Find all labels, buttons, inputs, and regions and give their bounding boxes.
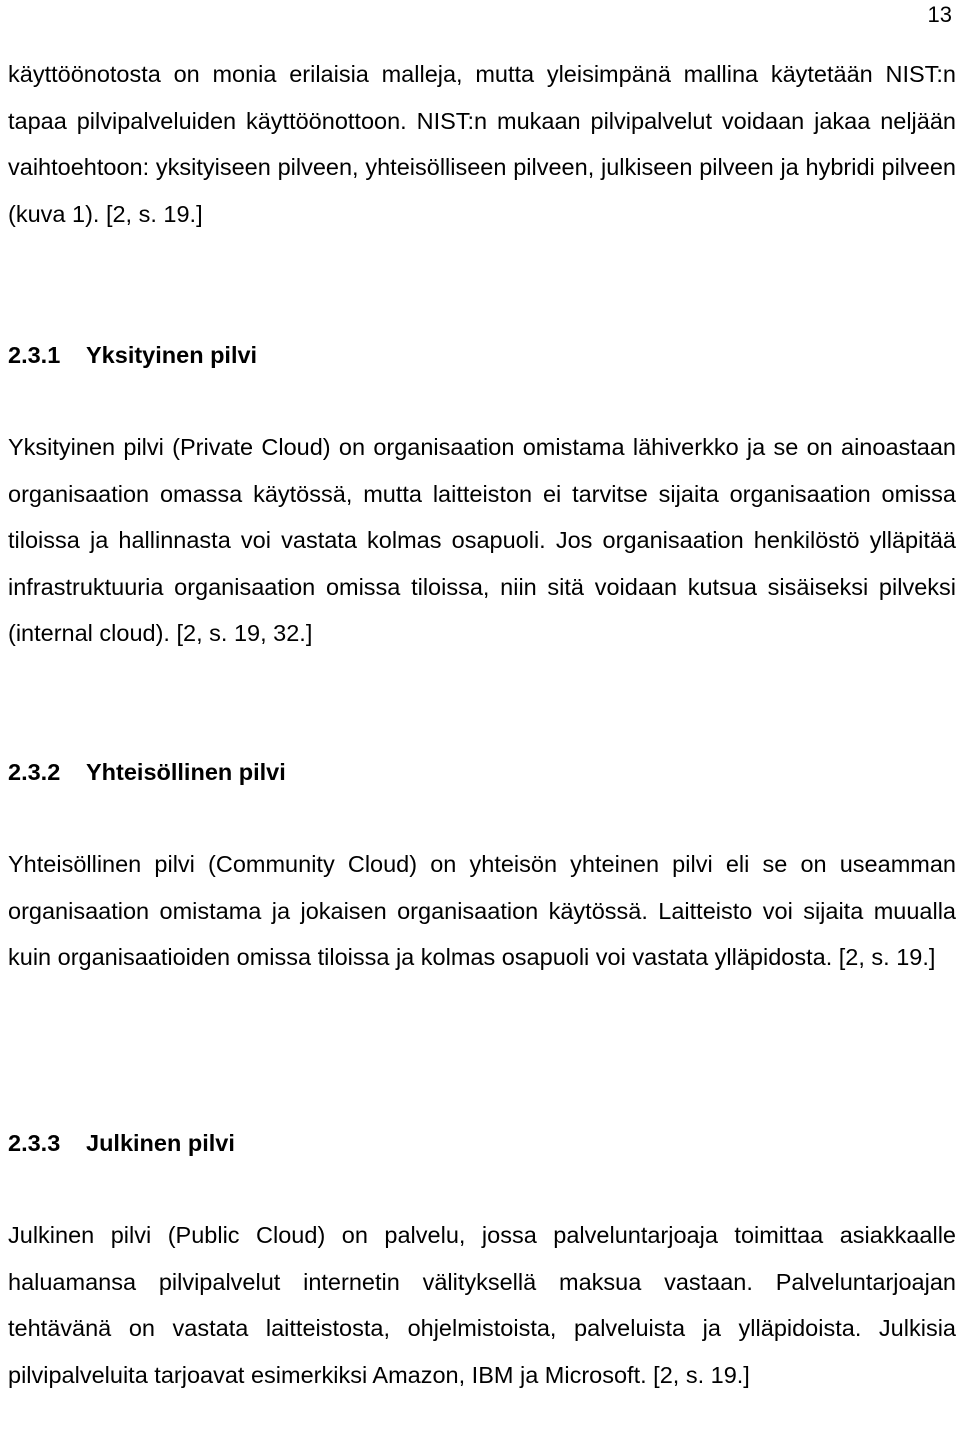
section-body-private-cloud: Yksityinen pilvi (Private Cloud) on organisaation omistama lähiverkko ja se on ainoastaan organisaation omassa käytössä, mutta laitteiston ei tarvitse sijaita organisaation omissa tiloissa ja hallinnasta voi vastata kolmas osapuoli. Jos organisaation henkilöstö ylläpitää infrastruktuuria organisaation omissa tiloissa, niin sitä voidaan kutsua sisäiseksi pilveksi (internal cloud). [2, s. 19, 32.] (8, 434, 956, 646)
section-number: 2.3.2 (8, 759, 61, 785)
intro-paragraph: käyttöönotosta on monia erilaisia malleja, mutta yleisimpänä mallina käytetään NIST:n tapaa pilvipalveluiden käyttöönottoon. NIST:n mukaan pilvipalvelut voidaan jakaa neljään vaihtoehtoon: yksityiseen pilveen, yhteisölliseen pilveen, julkiseen pilveen ja hybridi pilveen (kuva 1). [2, s. 19.] (8, 61, 956, 227)
section-title: Yhteisöllinen pilvi (86, 759, 286, 785)
section-heading-public-cloud (8, 1128, 235, 1158)
section-heading-community-cloud (8, 757, 286, 787)
section-heading-private-cloud (8, 340, 257, 370)
section-body-community-cloud: Yhteisöllinen pilvi (Community Cloud) on yhteisön yhteinen pilvi eli se on useamman organisaation omistama ja jokaisen organisaation käytössä. Laitteisto voi sijaita muualla kuin organisaatioiden omissa tiloissa ja kolmas osapuoli voi vastata ylläpidosta. [2, s. 19.] (8, 851, 956, 970)
section-title: Julkinen pilvi (86, 1130, 235, 1156)
page-number: 13 (927, 2, 952, 27)
section-number: 2.3.3 (8, 1130, 61, 1156)
section-body-public-cloud: Julkinen pilvi (Public Cloud) on palvelu, jossa palveluntarjoaja toimittaa asiakkaalle haluamansa pilvipalvelut internetin välityksellä maksua vastaan. Palveluntarjoajan tehtävänä on vastata laitteistosta, ohjelmistoista, palveluista ja ylläpidoista. Julkisia pilvipalveluita tarjoavat esimerkiksi Amazon, IBM ja Microsoft. [2, s. 19.] (8, 1222, 956, 1388)
section-number: 2.3.1 (8, 342, 61, 368)
section-title: Yksityinen pilvi (86, 342, 258, 368)
